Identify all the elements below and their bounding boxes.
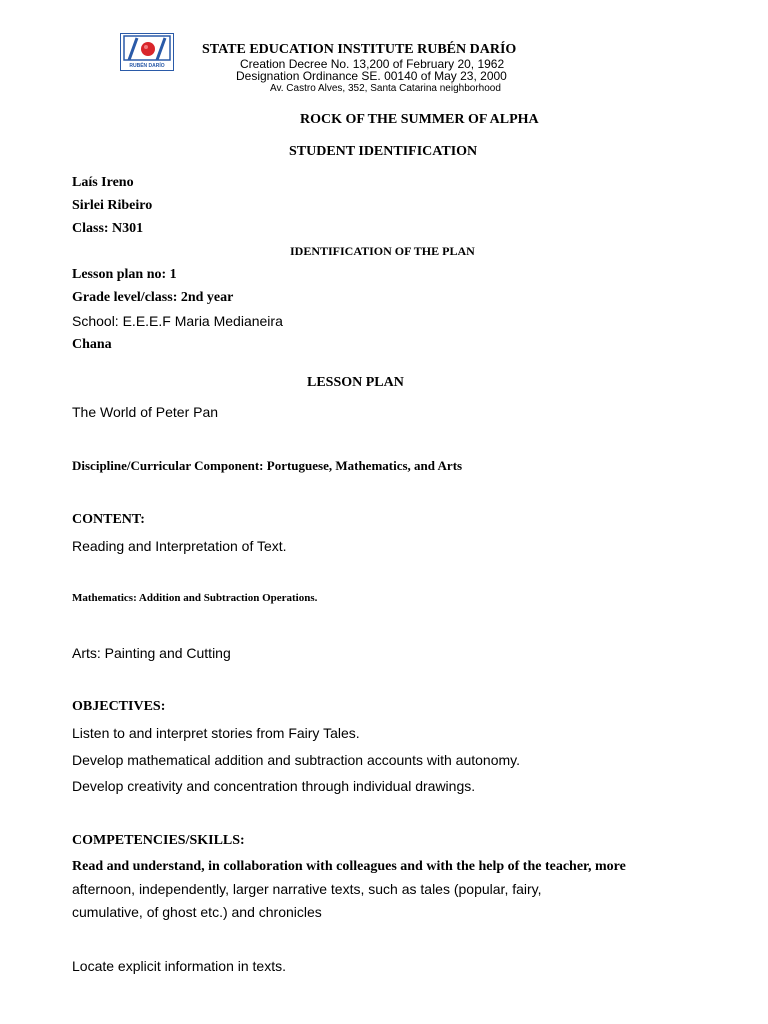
- institute-logo: [120, 33, 174, 71]
- institute-address: Av. Castro Alves, 352, Santa Catarina neighborhood: [270, 83, 501, 94]
- lesson-plan-number: Lesson plan no: 1: [72, 267, 177, 282]
- logo-text: RUBÉN DARÍO: [129, 63, 165, 69]
- project-title: ROCK OF THE SUMMER OF ALPHA: [300, 112, 539, 127]
- objectives-heading: OBJECTIVES:: [72, 699, 166, 714]
- objective-item: Listen to and interpret stories from Fairy Tales.: [72, 725, 360, 741]
- competencies-heading: COMPETENCIES/SKILLS:: [72, 833, 245, 848]
- competency-line-2: afternoon, independently, larger narrative texts, such as tales (popular, fairy,: [72, 881, 542, 897]
- lesson-plan-heading: LESSON PLAN: [307, 375, 404, 390]
- locate-information: Locate explicit information in texts.: [72, 958, 286, 974]
- lesson-theme: The World of Peter Pan: [72, 404, 219, 420]
- creation-decree: Creation Decree No. 13,200 of February 20, 1962: [240, 57, 505, 71]
- institute-name: STATE EDUCATION INSTITUTE RUBÉN DARÍO: [202, 42, 517, 57]
- content-mathematics: Mathematics: Addition and Subtraction Operations.: [72, 592, 318, 604]
- content-heading: CONTENT:: [72, 512, 145, 527]
- objective-item: Develop mathematical addition and subtraction accounts with autonomy.: [72, 752, 520, 768]
- school-name: School: E.E.E.F Maria Medianeira: [72, 313, 283, 329]
- designation-ordinance: Designation Ordinance SE. 00140 of May 23, 2000: [236, 69, 507, 83]
- competency-line-1: Read and understand, in collaboration with colleagues and with the help of the teacher, more: [72, 859, 626, 874]
- plan-identification-heading: IDENTIFICATION OF THE PLAN: [290, 244, 475, 258]
- content-arts: Arts: Painting and Cutting: [72, 645, 231, 661]
- competency-line-3: cumulative, of ghost etc.) and chronicles: [72, 904, 322, 920]
- student-name-2: Sirlei Ribeiro: [72, 198, 153, 213]
- discipline-line: Discipline/Curricular Component: Portuguese, Mathematics, and Arts: [72, 458, 463, 473]
- content-reading: Reading and Interpretation of Text.: [72, 538, 287, 554]
- grade-level: Grade level/class: 2nd year: [72, 290, 234, 305]
- school-location: Chana: [72, 337, 112, 352]
- student-name-1: Laís Ireno: [72, 175, 134, 190]
- objective-item: Develop creativity and concentration through individual drawings.: [72, 778, 476, 794]
- student-class: Class: N301: [72, 221, 144, 236]
- student-identification-heading: STUDENT IDENTIFICATION: [289, 144, 478, 159]
